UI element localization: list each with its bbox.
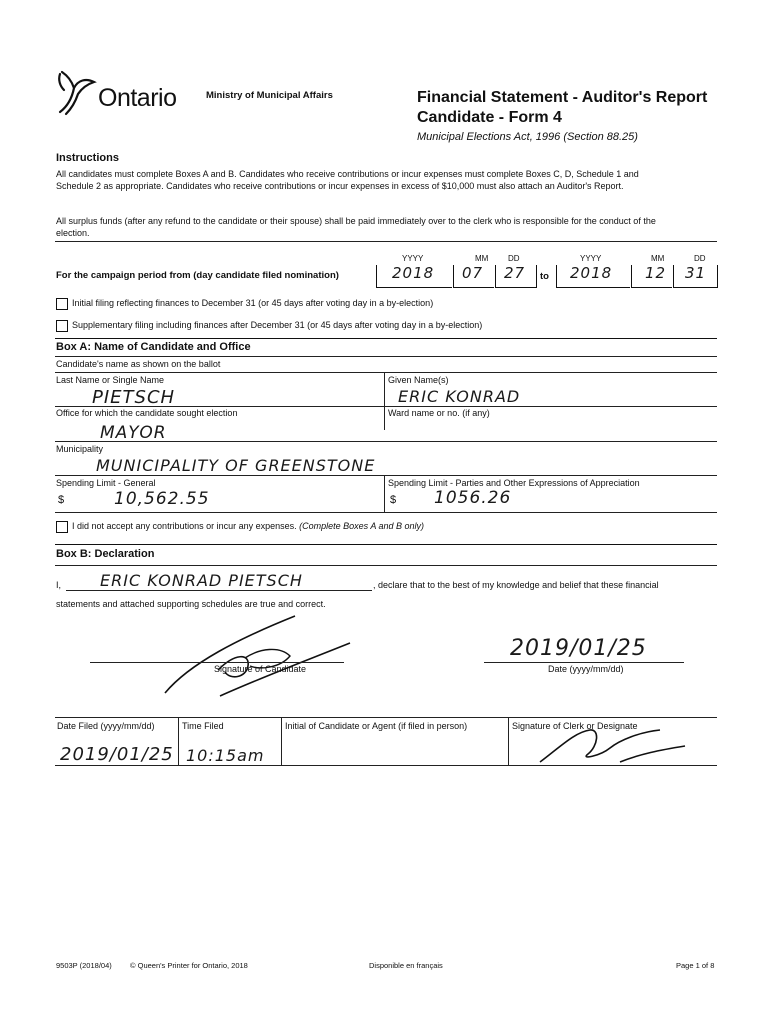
declaration-i-label: I,	[56, 580, 62, 590]
time-filed-label: Time Filed	[182, 721, 224, 731]
instructions-heading: Instructions	[56, 152, 119, 164]
limit-parties-value: 1056.26	[434, 488, 512, 508]
no-contributions-label	[72, 521, 424, 531]
office-label: Office for which the candidate sought election	[56, 408, 238, 418]
from-month-value: 07	[462, 264, 484, 282]
form-title-line2: Candidate - Form 4	[417, 109, 562, 126]
initial-filing-checkbox[interactable]	[56, 298, 68, 310]
name-row-rule	[55, 406, 717, 407]
no-contributions-note: (Complete Boxes A and B only)	[299, 521, 425, 531]
instructions-divider	[55, 241, 717, 242]
to-dd-label: DD	[694, 254, 706, 263]
page-number: Page 1 of 8	[676, 961, 715, 970]
french-availability: Disponible en français	[369, 961, 443, 970]
box-b-top-rule	[55, 544, 717, 545]
supplementary-filing-checkbox[interactable]	[56, 320, 68, 332]
box-b-heading: Box B: Declaration	[56, 548, 155, 560]
limit-row-rule	[55, 512, 717, 513]
municipality-label: Municipality	[56, 444, 104, 454]
to-year-value: 2018	[570, 264, 613, 282]
form-code: 9503P (2018/04)	[56, 961, 112, 970]
clerk-signature-icon	[530, 712, 690, 770]
last-name-label: Last Name or Single Name	[56, 375, 165, 385]
box-a-top-rule	[55, 338, 717, 339]
clerk-signature-label: Signature of Clerk or Designate	[512, 721, 638, 731]
declaration-text: , declare that to the best of my knowledge and belief that these financial	[373, 580, 659, 590]
given-name-label: Given Name(s)	[388, 375, 449, 385]
declarant-name-line	[66, 590, 372, 591]
name-column-divider	[384, 372, 385, 430]
ontario-wordmark: Ontario	[98, 84, 177, 112]
declaration-date-line	[484, 662, 684, 663]
candidate-signature-icon	[150, 608, 370, 703]
no-contributions-checkbox[interactable]	[56, 521, 68, 533]
candidate-signature-label: Signature of Candidate	[214, 664, 307, 674]
ontario-trillium-logo-icon	[54, 68, 98, 118]
campaign-period-label: For the campaign period from (day candidate filed nomination)	[56, 270, 339, 281]
ward-label: Ward name or no. (if any)	[388, 408, 490, 418]
from-yyyy-label: YYYY	[402, 254, 424, 263]
limit-general-value: 10,562.55	[114, 489, 210, 509]
filed-table-bottom-rule	[55, 765, 717, 766]
initial-filing-label: Initial filing reflecting finances to December 31 (or 45 days after voting day in a by-election)	[72, 298, 434, 308]
to-label: to	[540, 271, 549, 282]
filed-divider-2	[281, 717, 282, 766]
ballot-name-note: Candidate's name as shown on the ballot	[56, 359, 221, 369]
last-name-value: PIETSCH	[92, 387, 176, 408]
declarant-name-value: ERIC KONRAD PIETSCH	[100, 571, 303, 590]
limit-general-currency: $	[58, 494, 65, 506]
box-a-heading-rule	[55, 356, 717, 357]
candidate-signature-line	[90, 662, 344, 663]
to-mm-label: MM	[651, 254, 665, 263]
given-name-value: ERIC KONRAD	[398, 387, 521, 406]
from-dd-label: DD	[508, 254, 520, 263]
declaration-text-line2: statements and attached supporting schedules are true and correct.	[56, 599, 326, 609]
from-mm-label: MM	[475, 254, 489, 263]
supplementary-filing-label: Supplementary filing including finances after December 31 (or 45 days after voting day in a by-election)	[72, 320, 483, 330]
instructions-paragraph-1: All candidates must complete Boxes A and B. Candidates who receive contributions or incur expenses must complete Boxes C, D, Schedule 1 and Schedule 2 as appropriate. Candidates who receive contributions or incur expenses in excess of $10,000 must also attach an Auditor's Report.	[56, 169, 639, 191]
form-title-line1: Financial Statement - Auditor's Report	[417, 89, 708, 106]
box-a-heading: Box A: Name of Candidate and Office	[56, 341, 251, 353]
limit-column-divider	[384, 475, 385, 513]
no-contributions-text: I did not accept any contributions or incur any expenses.	[72, 521, 297, 531]
office-row-rule	[55, 441, 717, 442]
instructions-paragraph-2: All surplus funds (after any refund to the candidate or their spouse) shall be paid immediately over to the clerk who is responsible for the conduct of the election.	[56, 216, 656, 238]
time-filed-value: 10:15am	[186, 746, 265, 765]
limit-general-label: Spending Limit - General	[56, 478, 156, 488]
to-day-value: 31	[685, 264, 707, 282]
limit-parties-currency: $	[390, 494, 397, 506]
act-reference: Municipal Elections Act, 1996 (Section 88.25)	[417, 131, 638, 143]
office-value: MAYOR	[100, 423, 167, 443]
from-year-value: 2018	[392, 264, 435, 282]
filed-divider-1	[178, 717, 179, 766]
date-filed-value: 2019/01/25	[60, 744, 174, 765]
to-month-value: 12	[645, 264, 667, 282]
date-filed-label: Date Filed (yyyy/mm/dd)	[57, 721, 155, 731]
copyright: © Queen's Printer for Ontario, 2018	[130, 961, 248, 970]
from-day-value: 27	[504, 264, 526, 282]
to-yyyy-label: YYYY	[580, 254, 602, 263]
ministry-name: Ministry of Municipal Affairs	[206, 90, 333, 101]
filed-divider-3	[508, 717, 509, 766]
declaration-date-label: Date (yyyy/mm/dd)	[548, 664, 624, 674]
municipality-row-rule	[55, 475, 717, 476]
ballot-note-rule	[55, 372, 717, 373]
municipality-value: MUNICIPALITY OF GREENSTONE	[96, 456, 376, 475]
limit-parties-label: Spending Limit - Parties and Other Expressions of Appreciation	[388, 478, 640, 488]
initial-label: Initial of Candidate or Agent (if filed in person)	[285, 721, 468, 731]
declaration-date-value: 2019/01/25	[510, 636, 647, 661]
box-b-heading-rule	[55, 565, 717, 566]
